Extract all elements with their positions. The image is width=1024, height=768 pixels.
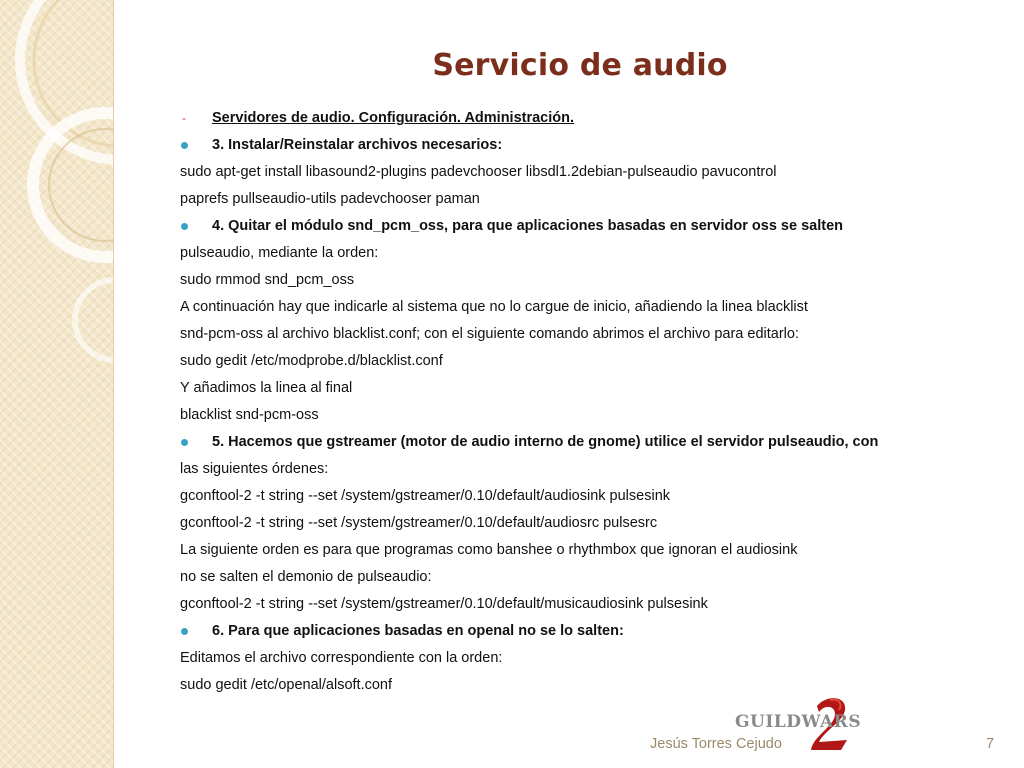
bullet-dot-icon — [180, 429, 212, 456]
line-text: 4. Quitar el módulo snd_pcm_oss, para que aplicaciones basadas en servidor oss se salten — [212, 218, 843, 234]
text-line — [180, 645, 1000, 672]
bullet-item — [180, 213, 1000, 240]
bullet-item — [180, 105, 1000, 132]
decorative-rings — [0, 0, 113, 768]
bullet-dot-icon — [180, 618, 212, 645]
line-text: gconftool-2 -t string --set /system/gstreamer/0.10/default/audiosink pulsesink — [180, 488, 671, 504]
bullet-item — [180, 618, 1000, 645]
text-line — [180, 159, 1000, 186]
text-line — [180, 375, 1000, 402]
text-line — [180, 267, 1000, 294]
line-text: sudo apt-get install libasound2-plugins padevchooser libsdl1.2debian-pulseaudio pavucontrol — [180, 164, 777, 180]
line-text: las siguientes órdenes: — [180, 461, 329, 477]
line-text: no se salten el demonio de pulseaudio: — [180, 569, 432, 585]
line-text: La siguiente orden es para que programas como banshee o rhythmbox que ignoran el audiosink — [180, 542, 798, 558]
text-line — [180, 483, 1000, 510]
line-text: pulseaudio, mediante la orden: — [180, 245, 379, 261]
text-line — [180, 240, 1000, 267]
text-line — [180, 672, 1000, 699]
line-text: 5. Hacemos que gstreamer (motor de audio interno de gnome) utilice el servidor pulseaudio, con — [212, 434, 879, 450]
line-text: 6. Para que aplicaciones basadas en openal no se lo salten: — [212, 623, 624, 639]
slide-title: Servicio de audio — [432, 48, 728, 83]
line-text: blacklist snd-pcm-oss — [180, 407, 319, 423]
line-text: sudo gedit /etc/modprobe.d/blacklist.conf — [180, 353, 443, 369]
bullet-item — [180, 429, 1000, 456]
page-number: 7 — [986, 736, 995, 752]
line-text: Editamos el archivo correspondiente con la orden: — [180, 650, 503, 666]
text-line — [180, 294, 1000, 321]
line-text: gconftool-2 -t string --set /system/gstreamer/0.10/default/musicaudiosink pulsesink — [180, 596, 708, 612]
slide-content — [180, 105, 1000, 699]
dash-marker-icon: - — [182, 111, 186, 125]
line-text: sudo gedit /etc/openal/alsoft.conf — [180, 677, 393, 693]
text-line — [180, 564, 1000, 591]
line-text: sudo rmmod snd_pcm_oss — [180, 272, 355, 288]
text-line — [180, 537, 1000, 564]
footer-author: Jesús Torres Cejudo — [650, 736, 782, 752]
logo-text: GUILDWARS — [735, 712, 862, 732]
text-line — [180, 186, 1000, 213]
text-line — [180, 402, 1000, 429]
line-text: snd-pcm-oss al archivo blacklist.conf; con el siguiente comando abrimos el archivo para editarlo: — [180, 326, 799, 342]
line-text: 3. Instalar/Reinstalar archivos necesarios: — [212, 137, 503, 153]
text-line — [180, 456, 1000, 483]
decorative-side-panel — [0, 0, 114, 768]
bullet-dot-icon — [180, 132, 212, 159]
text-line — [180, 348, 1000, 375]
bullet-item — [180, 132, 1000, 159]
text-line — [180, 591, 1000, 618]
line-text: paprefs pullseaudio-utils padevchooser paman — [180, 191, 480, 207]
line-text: Servidores de audio. Configuración. Administración. — [212, 110, 575, 126]
text-line — [180, 510, 1000, 537]
bullet-dot-icon — [180, 213, 212, 240]
text-line — [180, 321, 1000, 348]
line-text: gconftool-2 -t string --set /system/gstreamer/0.10/default/audiosrc pulsesrc — [180, 515, 658, 531]
line-text: A continuación hay que indicarle al sistema que no lo cargue de inicio, añadiendo la linea blacklist — [180, 299, 808, 315]
line-text: Y añadimos la linea al final — [180, 380, 353, 396]
